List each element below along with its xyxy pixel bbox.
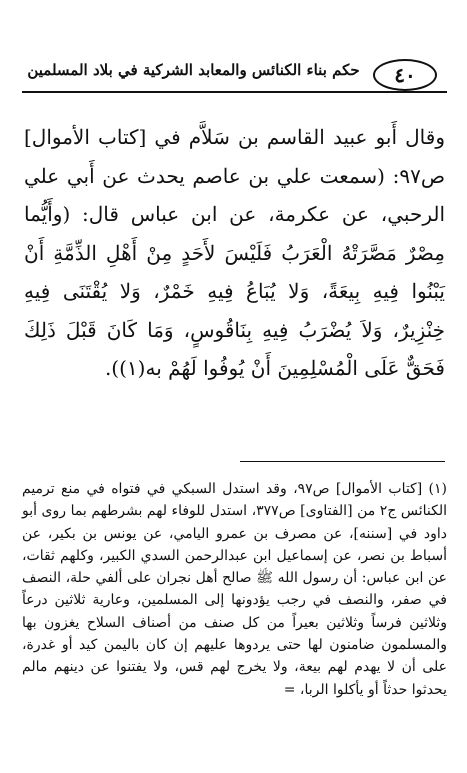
page-number: ٤٠	[373, 59, 437, 91]
body-paragraph: وقال أَبو عبيد القاسم بن سَلاَّم في [كتاب الأموال] ص٩٧: (سمعت علي بن عاصم يحدث عن أَبي علي الرحبي، عن عكرمة، عن ابن عباس قال: (وأَيُّما مِصْرٌ مَصَّرَتْهُ الْعَرَبُ فَلَيْسَ لأَحَدٍ مِنْ أَهْلِ الذِّمَّةِ أَنْ يَبْنُوا فِيهِ بِيعَةً، وَلا يُبَاعُ فِيهِ خَمْرٌ، وَلا يُقْتَنَى فِيهِ خِنْزِيرٌ، وَلاَ يُضْرَبُ فِيهِ بِنَاقُوسٍ، وَمَا كَانَ قَبْلَ ذَلِكَ فَحَقٌّ عَلَى الْمُسْلِمِينَ أَنْ يُوفُوا لَهُمْ به(١)).	[24, 125, 445, 380]
main-text	[24, 118, 445, 388]
footnote-separator	[240, 461, 445, 462]
page-header	[22, 56, 447, 96]
footnote-1: (١) [كتاب الأموال] ص٩٧، وقد استدل السبكي في فتواه في منع ترميم الكنائس ج٢ من [الفتاوى] ص٣٧٧، استدل للوفاء لهم بشرطهم بما روى أبو داود في [سننه]، عن مصرف بن عمرو اليامي، عن يونس بن بكير، عن أسباط بن نصر، عن إسماعيل ابن عبدالرحمن السدي الكبير، وكلهم ثقات، عن ابن عباس: أن رسول الله ﷺ صالح أهل نجران على ألفي حلة، النصف في صفر، والنصف في رجب يؤدونها إلى المسلمين، وعارية ثلاثين درعاً وثلاثين فرساً وثلاثين بعيراً من كل صنف من أصناف السلاح يغزون بها والمسلمون ضامنون لها حتى يردوها عليهم إن كان باليمن كيد أو غدرة، على أن لا يهدم لهم بيعة، ولا يخرج لهم قس، ولا يفتنوا عن دينهم مالم يحدثوا حدثاً أو يأكلوا الربا، =	[22, 481, 448, 698]
header-divider	[22, 91, 447, 93]
footnotes	[22, 478, 447, 701]
running-title: حكم بناء الكنائس والمعابد الشركية في بلاد المسلمين	[27, 61, 360, 79]
